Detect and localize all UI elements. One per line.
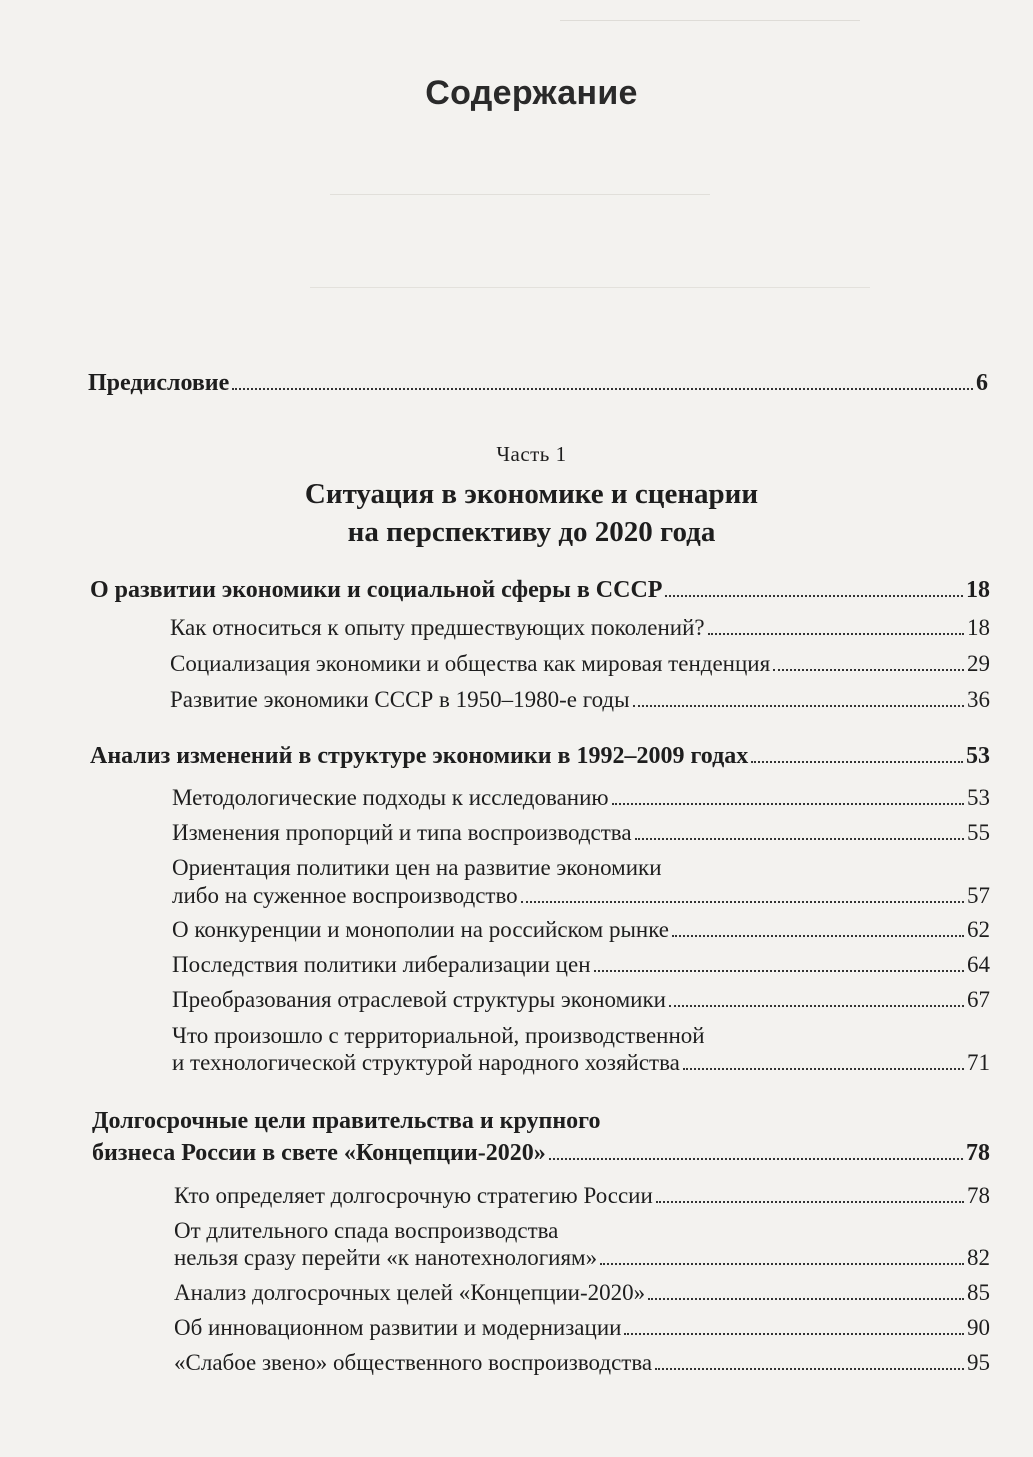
toc-entry-title: Развитие экономики СССР в 1950–1980-е годы	[170, 687, 630, 712]
toc-page-number: 95	[967, 1350, 990, 1375]
toc-page-number: 78	[967, 1183, 990, 1208]
toc-entry[interactable]	[172, 1049, 990, 1077]
toc-entry-title: «Слабое звено» общественного воспроизводства	[174, 1350, 653, 1375]
toc-entry-line-1: Что произошло с территориальной, производственной	[172, 1023, 705, 1048]
dot-leader	[633, 705, 964, 707]
toc-page-number: 6	[976, 370, 988, 396]
toc-entry-line-1: Ориентация политики цен на развитие экономики	[172, 855, 662, 880]
toc-page-number: 53	[967, 785, 990, 810]
part-title-line-1: Ситуация в экономике и сценарии	[304, 478, 759, 510]
toc-page-number: 57	[967, 883, 990, 908]
toc-entry-title: Социализация экономики и общества как мировая тенденция	[170, 651, 771, 676]
dot-leader	[521, 901, 964, 903]
dot-leader	[624, 1333, 964, 1335]
toc-page-number: 55	[967, 820, 990, 845]
toc-section-title: О развитии экономики и социальной сферы в СССР	[90, 577, 663, 603]
toc-page-number: 64	[967, 952, 990, 977]
dot-leader	[656, 1201, 964, 1203]
toc-entry[interactable]	[174, 1314, 990, 1342]
dot-leader	[665, 595, 963, 597]
toc-page-number: 82	[967, 1245, 990, 1270]
toc-entry-title: Анализ долгосрочных целей «Концепции-2020»	[174, 1280, 646, 1305]
toc-page-number: 67	[967, 987, 990, 1012]
toc-section-title-line-1: Долгосрочные цели правительства и крупного	[92, 1108, 601, 1134]
dot-leader	[232, 388, 973, 390]
dot-leader	[612, 803, 964, 805]
toc-entry[interactable]	[172, 784, 990, 812]
bleed-through-shadow-1	[560, 10, 860, 21]
toc-entry-title: Об инновационном развитии и модернизации	[174, 1315, 622, 1340]
toc-entry[interactable]	[172, 882, 990, 910]
toc-entry[interactable]	[170, 686, 990, 714]
toc-page-number: 18	[967, 615, 990, 640]
toc-entry[interactable]	[170, 614, 990, 642]
toc-entry-title: Кто определяет долгосрочную стратегию России	[174, 1183, 653, 1208]
toc-section-structure-analysis[interactable]	[90, 742, 990, 770]
toc-entry[interactable]	[172, 951, 990, 979]
toc-page-number: 18	[966, 577, 990, 603]
dot-leader	[549, 1158, 963, 1160]
toc-entry-title: Методологические подходы к исследованию	[172, 785, 609, 810]
toc-entry-title: Изменения пропорций и типа воспроизводства	[172, 820, 632, 845]
bleed-through-shadow-2	[330, 180, 710, 195]
dot-leader	[648, 1298, 964, 1300]
toc-section-title: Анализ изменений в структуре экономики в 1992–2009 годах	[90, 743, 749, 769]
toc-page-number: 53	[966, 743, 990, 769]
dot-leader	[655, 1368, 964, 1370]
toc-entry-title: Преобразования отраслевой структуры экономики	[172, 987, 666, 1012]
toc-page-number: 85	[967, 1280, 990, 1305]
toc-entry-title: Предисловие	[88, 370, 230, 396]
toc-entry-line-1: От длительного спада воспроизводства	[174, 1218, 559, 1243]
toc-page-number: 62	[967, 917, 990, 942]
dot-leader	[708, 633, 964, 635]
toc-page-number: 36	[967, 687, 990, 712]
toc-entry[interactable]	[174, 1244, 990, 1272]
toc-section-concept-2020[interactable]	[92, 1139, 990, 1167]
toc-page-number: 71	[967, 1050, 990, 1075]
toc-page-number: 90	[967, 1315, 990, 1340]
dot-leader	[594, 970, 964, 972]
toc-entry[interactable]	[170, 650, 990, 678]
page-title: Содержание	[425, 74, 638, 112]
dot-leader	[672, 935, 964, 937]
toc-section-ussr[interactable]	[90, 576, 990, 604]
toc-entry-title: нельзя сразу перейти «к нанотехнологиям»	[174, 1245, 598, 1270]
dot-leader	[600, 1263, 964, 1265]
toc-entry-title: либо на суженное воспроизводство	[172, 883, 518, 908]
part-label: Часть 1	[496, 442, 567, 466]
part-title-line-2: на перспективу до 2020 года	[347, 516, 716, 548]
dot-leader	[773, 669, 964, 671]
dot-leader	[635, 838, 964, 840]
toc-entry-title: Последствия политики либерализации цен	[172, 952, 591, 977]
toc-entry-title: и технологической структурой народного хозяйства	[172, 1050, 680, 1075]
toc-entry-title: Как относиться к опыту предшествующих поколений?	[170, 615, 705, 640]
toc-entry-title: О конкуренции и монополии на российском рынке	[172, 917, 670, 942]
toc-page-number: 29	[967, 651, 990, 676]
toc-entry-preface[interactable]	[88, 369, 988, 397]
toc-entry[interactable]	[174, 1182, 990, 1210]
toc-page-number: 78	[966, 1140, 990, 1166]
toc-entry[interactable]	[172, 819, 990, 847]
dot-leader	[669, 1005, 964, 1007]
bleed-through-shadow-3	[310, 275, 870, 288]
toc-entry[interactable]	[174, 1279, 990, 1307]
toc-entry[interactable]	[172, 986, 990, 1014]
toc-entry[interactable]	[174, 1349, 990, 1377]
toc-entry[interactable]	[172, 916, 990, 944]
dot-leader	[683, 1068, 964, 1070]
dot-leader	[751, 761, 963, 763]
toc-section-title: бизнеса России в свете «Концепции-2020»	[92, 1140, 546, 1166]
